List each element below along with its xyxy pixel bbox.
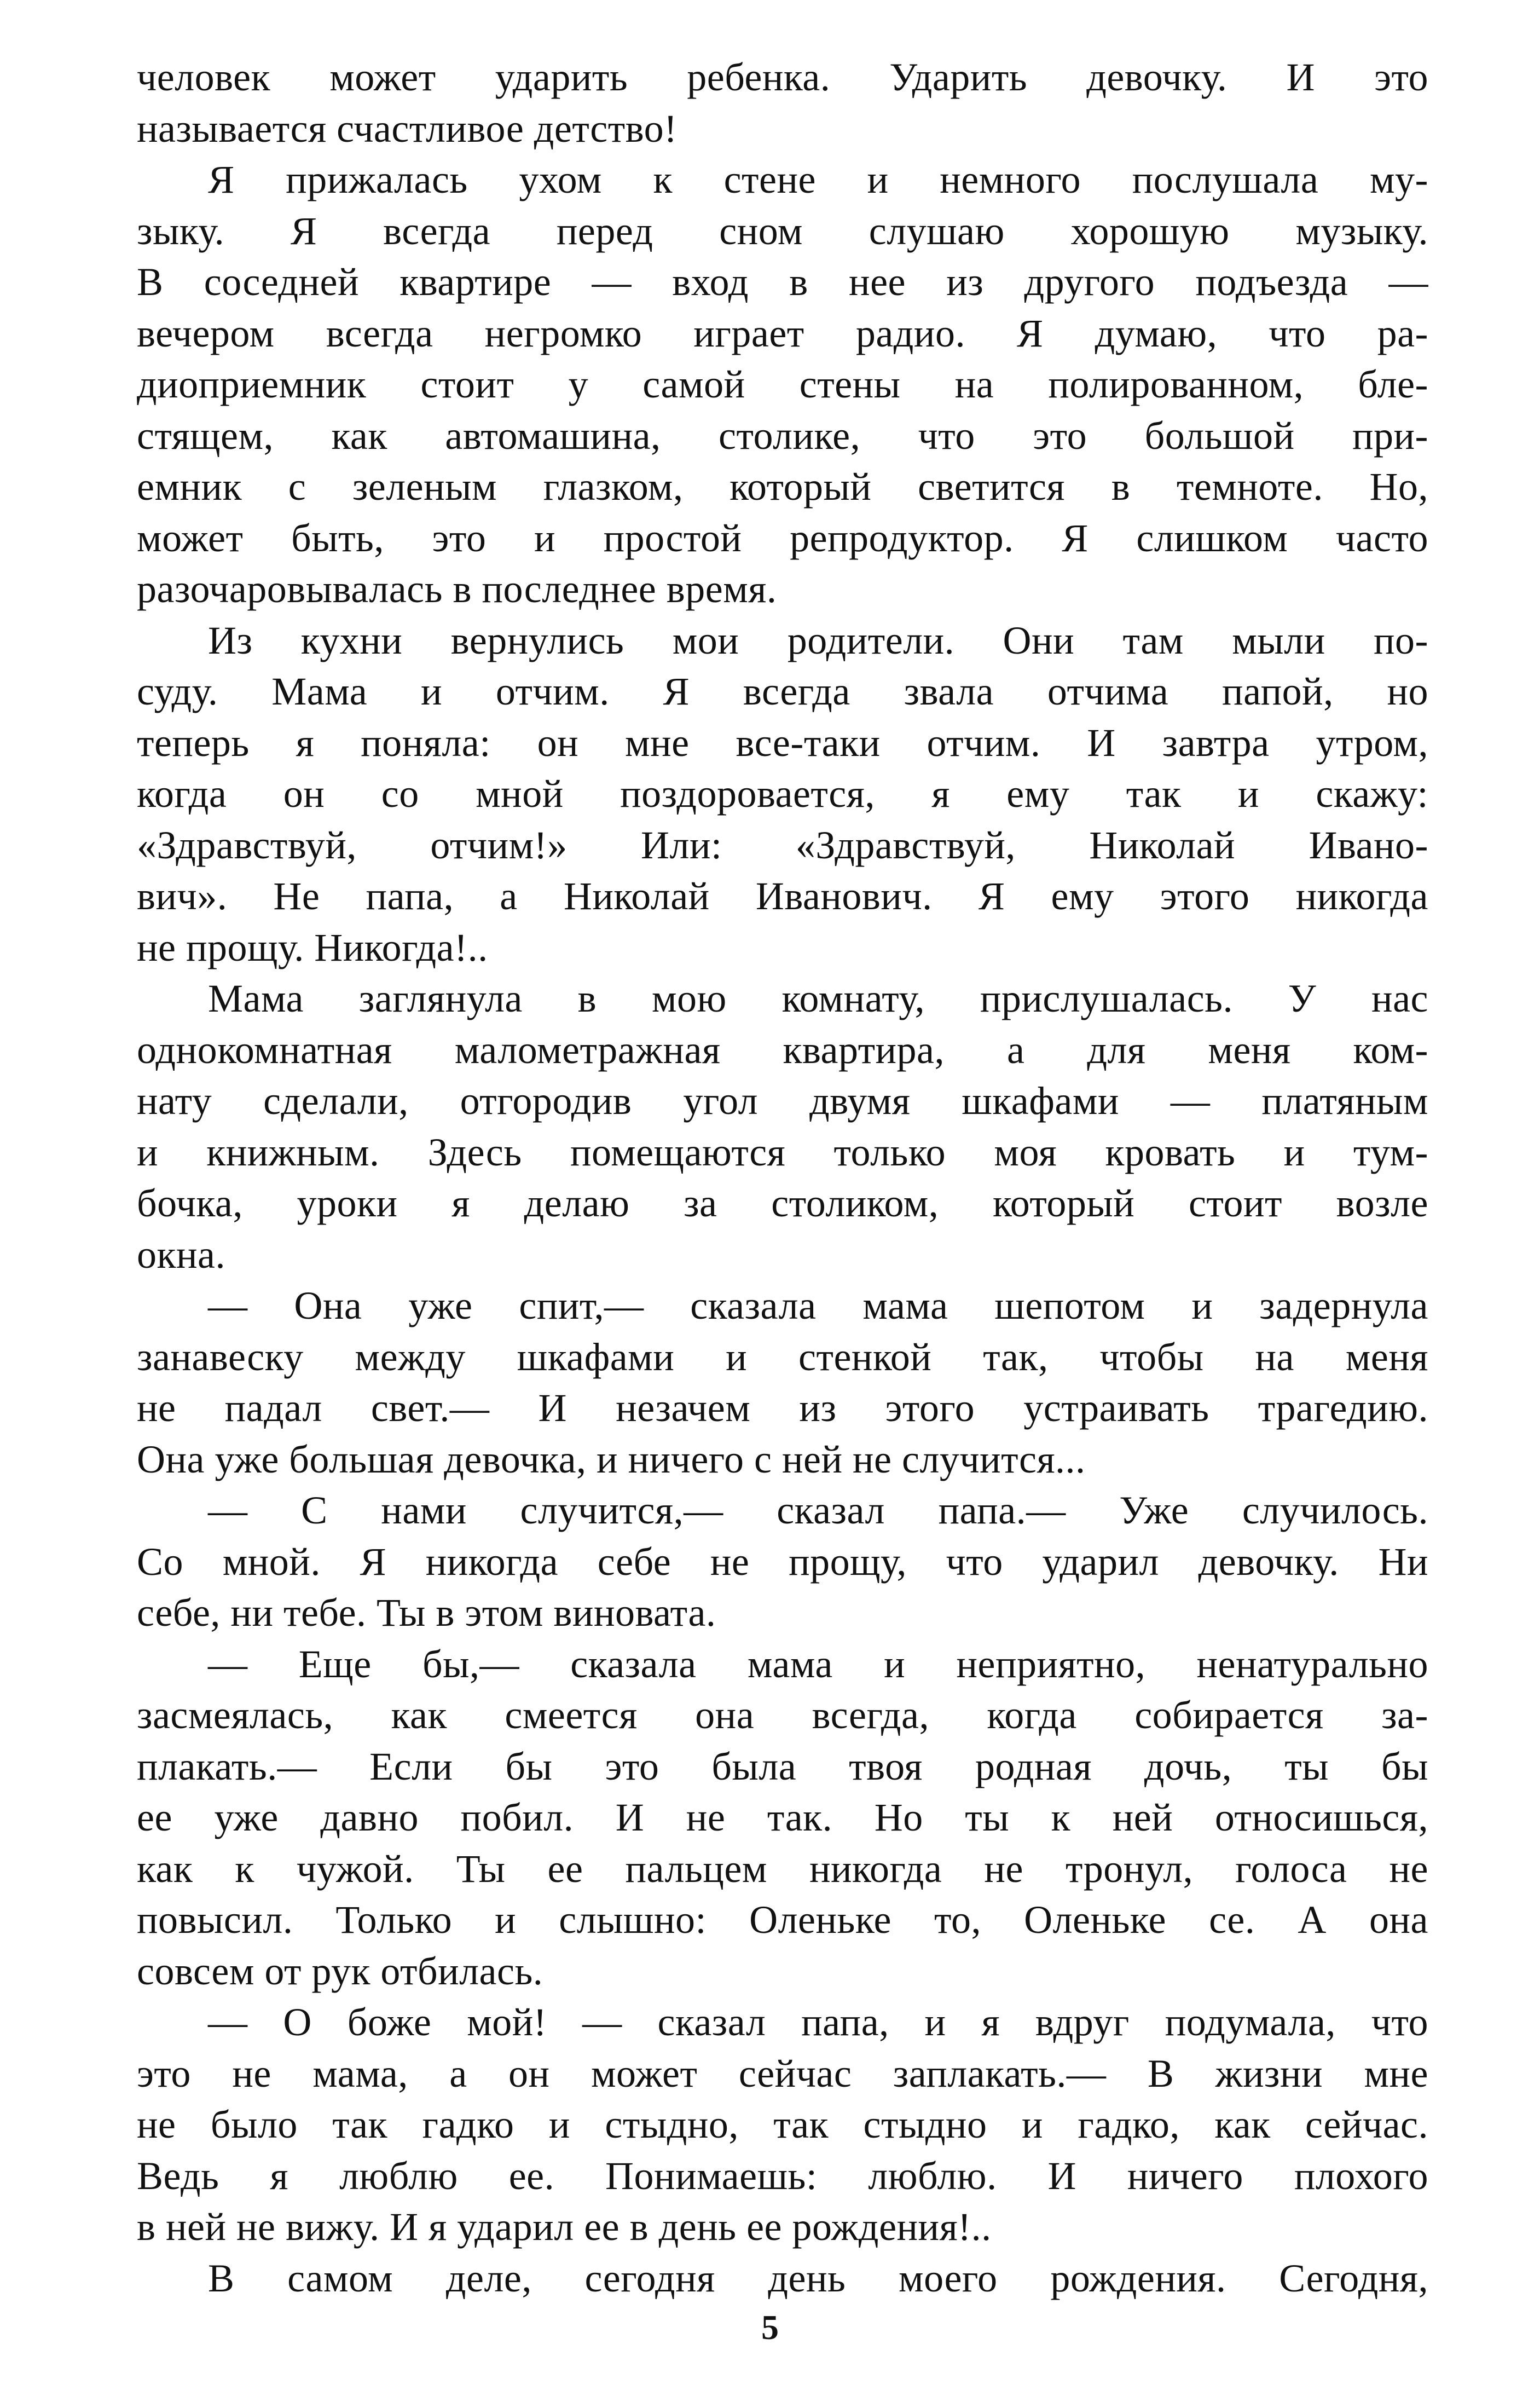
text-line: Я прижалась ухом к стене и немного послушала му- bbox=[208, 158, 1428, 201]
text-line: занавеску между шкафами и стенкой так, чтобы на меня bbox=[137, 1335, 1428, 1379]
text-line: называется счастливое детство! bbox=[137, 106, 678, 151]
paragraph-3 bbox=[137, 615, 1428, 974]
text-line: вечером всегда негромко играет радио. Я думаю, что ра- bbox=[137, 311, 1428, 355]
text-line: зыку. Я всегда перед сном слушаю хорошую музыку. bbox=[137, 209, 1428, 253]
text-line: это не мама, а он может сейчас заплакать.— В жизни мне bbox=[137, 2051, 1428, 2095]
text-line: — С нами случится,— сказал папа.— Уже случилось. bbox=[208, 1488, 1428, 1532]
text-line: суду. Мама и отчим. Я всегда звала отчима папой, но bbox=[137, 669, 1428, 713]
text-line: — Еще бы,— сказала мама и неприятно, ненатурально bbox=[208, 1642, 1428, 1686]
text-line: «Здравствуй, отчим!» Или: «Здравствуй, Николай Ивано- bbox=[137, 823, 1428, 867]
text-line: может быть, это и простой репродуктор. Я слишком часто bbox=[137, 516, 1428, 560]
paragraph-7 bbox=[137, 1639, 1428, 1997]
text-line: В самом деле, сегодня день моего рождения. Сегодня, bbox=[208, 2256, 1428, 2300]
text-line: не прощу. Никогда!.. bbox=[137, 925, 488, 969]
text-line: вич». Не папа, а Николай Иванович. Я ему этого никогда bbox=[137, 874, 1428, 918]
text-line: совсем от рук отбилась. bbox=[137, 1949, 543, 1993]
paragraph-9 bbox=[137, 2253, 1428, 2305]
text-line: диоприемник стоит у самой стены на полированном, бле- bbox=[137, 362, 1428, 406]
text-line: как к чужой. Ты ее пальцем никогда не тронул, голоса не bbox=[137, 1846, 1428, 1891]
text-line: стящем, как автомашина, столике, что это большой при- bbox=[137, 413, 1428, 458]
text-line: В соседней квартире — вход в нее из другого подъезда — bbox=[137, 260, 1428, 304]
text-line: Она уже большая девочка, и ничего с ней не случится... bbox=[137, 1437, 1086, 1481]
paragraph-5 bbox=[137, 1280, 1428, 1485]
text-line: когда он со мной поздоровается, я ему так и скажу: bbox=[137, 772, 1428, 816]
text-line: нату сделали, отгородив угол двумя шкафами — платяным bbox=[137, 1079, 1428, 1123]
paragraph-6 bbox=[137, 1485, 1428, 1639]
text-line: Из кухни вернулись мои родители. Они там мыли по- bbox=[208, 618, 1428, 662]
paragraph-2 bbox=[137, 154, 1428, 615]
text-line: повысил. Только и слышно: Оленьке то, Оленьке се. А она bbox=[137, 1898, 1428, 1942]
text-line: бочка, уроки я делаю за столиком, который стоит возле bbox=[137, 1181, 1428, 1225]
text-line: в ней не вижу. И я ударил ее в день ее рождения!.. bbox=[137, 2205, 992, 2249]
text-line: и книжным. Здесь помещаются только моя кровать и тум- bbox=[137, 1130, 1428, 1174]
text-line: разочаровывалась в последнее время. bbox=[137, 567, 777, 611]
paragraph-8 bbox=[137, 1997, 1428, 2253]
text-line: ее уже давно побил. И не так. Но ты к ней относишься, bbox=[137, 1795, 1428, 1839]
text-line: — О боже мой! — сказал папа, и я вдруг подумала, что bbox=[208, 2000, 1428, 2044]
page-number: 5 bbox=[761, 2308, 779, 2347]
text-line: плакать.— Если бы это была твоя родная дочь, ты бы bbox=[137, 1744, 1428, 1788]
text-line: засмеялась, как смеется она всегда, когда собирается за- bbox=[137, 1693, 1428, 1737]
text-line: человек может ударить ребенка. Ударить девочку. И это bbox=[137, 55, 1428, 99]
text-line: не было так гадко и стыдно, так стыдно и гадко, как сейчас. bbox=[137, 2103, 1428, 2146]
text-line: Ведь я люблю ее. Понимаешь: люблю. И ничего плохого bbox=[137, 2153, 1428, 2198]
text-line: окна. bbox=[137, 1232, 225, 1277]
text-line: — Она уже спит,— сказала мама шепотом и задернула bbox=[208, 1284, 1428, 1327]
text-line: не падал свет.— И незачем из этого устраивать трагедию. bbox=[137, 1386, 1428, 1430]
text-line: Мама заглянула в мою комнату, прислушалась. У нас bbox=[208, 977, 1428, 1020]
text-line: Со мной. Я никогда себе не прощу, что ударил девочку. Ни bbox=[137, 1539, 1428, 1584]
paragraph-4 bbox=[137, 973, 1428, 1280]
paragraph-1 bbox=[137, 52, 1428, 154]
book-page-text bbox=[137, 52, 1428, 2304]
text-line: теперь я поняла: он мне все-таки отчим. И завтра утром, bbox=[137, 720, 1428, 765]
text-line: однокомнатная малометражная квартира, а для меня ком- bbox=[137, 1027, 1428, 1072]
text-line: себе, ни тебе. Ты в этом виновата. bbox=[137, 1591, 716, 1635]
text-line: емник с зеленым глазком, который светится в темноте. Но, bbox=[137, 465, 1428, 509]
